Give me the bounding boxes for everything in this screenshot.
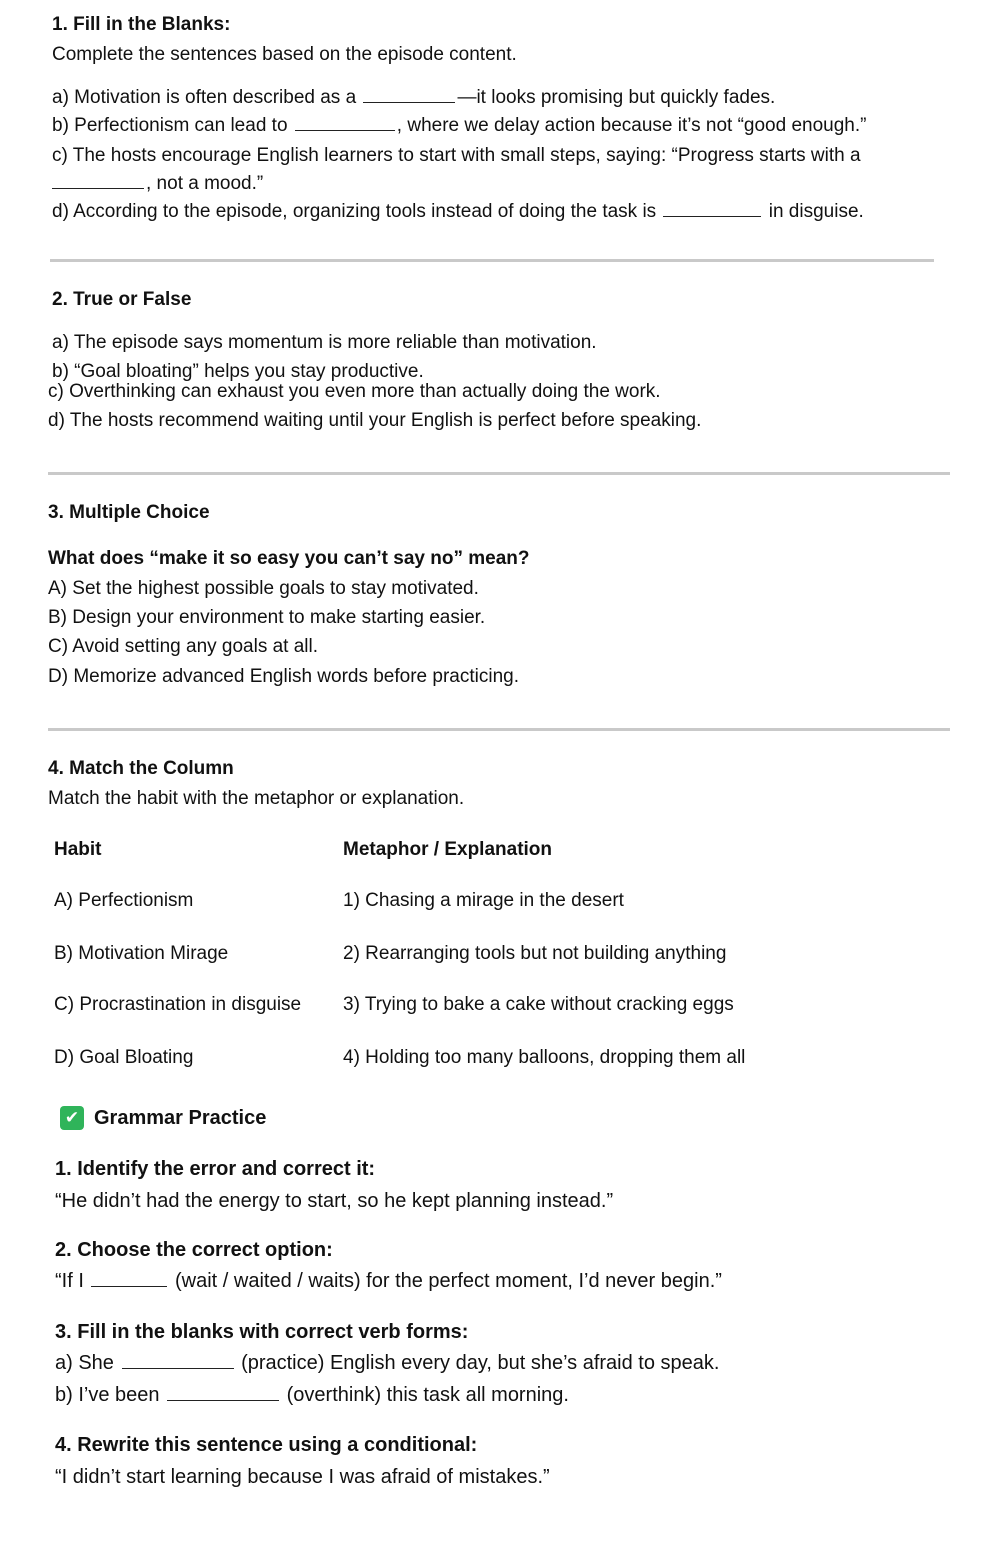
blank-input-d[interactable]: [663, 202, 761, 217]
true-false-heading: 2. True or False: [52, 289, 192, 310]
q2-suffix: (wait / waited / waits) for the perfect moment, I’d never begin.”: [175, 1270, 722, 1292]
match-metaphor-cell: 3) Trying to bake a cake without cracking eggs: [343, 994, 734, 1015]
match-metaphor-cell: 2) Rearranging tools but not building anything: [343, 943, 727, 964]
q3b-suffix: (overthink) this task all morning.: [286, 1384, 569, 1406]
true-false-item-b: b) “Goal bloating” helps you stay productive.: [52, 361, 424, 382]
fill-blanks-heading: 1. Fill in the Blanks:: [52, 14, 231, 35]
q3a-suffix: (practice) English every day, but she’s afraid to speak.: [241, 1352, 720, 1374]
blank-input-q3a[interactable]: [122, 1354, 234, 1369]
blank-input-c[interactable]: [52, 174, 144, 189]
fill-blanks-instruction: Complete the sentences based on the episode content.: [52, 44, 517, 65]
q3a-prefix: a) She: [55, 1352, 114, 1374]
match-metaphor-cell: 4) Holding too many balloons, dropping them all: [343, 1047, 746, 1068]
blank-input-a[interactable]: [363, 88, 455, 103]
fill-blank-item-b: [52, 114, 866, 138]
item-c-suffix: , not a mood.”: [146, 173, 264, 194]
blank-input-q2[interactable]: [91, 1272, 167, 1287]
grammar-q2-heading: 2. Choose the correct option:: [55, 1239, 333, 1261]
grammar-q3-item-b: [55, 1383, 569, 1407]
multiple-choice-question: What does “make it so easy you can’t say no” mean?: [48, 548, 530, 569]
fill-blank-item-c-line1: c) The hosts encourage English learners to start with small steps, saying: “Progress starts with a: [52, 145, 861, 166]
checkmark-icon: ✔: [60, 1106, 84, 1130]
q2-prefix: “If I: [55, 1270, 84, 1292]
item-b-suffix: , where we delay action because it’s not “good enough.”: [396, 115, 867, 136]
match-habit-cell: C) Procrastination in disguise: [54, 994, 302, 1015]
section-divider: [50, 259, 934, 262]
section-divider: [48, 728, 950, 731]
choice-option-b[interactable]: B) Design your environment to make starting easier.: [48, 607, 486, 628]
item-d-prefix: d) According to the episode, organizing tools instead of doing the task is: [52, 201, 657, 222]
true-false-item-a: a) The episode says momentum is more reliable than motivation.: [52, 332, 597, 353]
section-divider: [48, 472, 950, 475]
true-false-item-d: d) The hosts recommend waiting until your English is perfect before speaking.: [48, 410, 702, 431]
fill-blank-item-c-line2: [52, 172, 263, 196]
grammar-q2-sentence: [55, 1269, 722, 1293]
grammar-q3-item-a: [55, 1351, 719, 1375]
match-habit-cell: B) Motivation Mirage: [54, 943, 229, 964]
item-a-suffix: —it looks promising but quickly fades.: [457, 87, 776, 108]
fill-blank-item-d: [52, 200, 864, 224]
match-heading: 4. Match the Column: [48, 758, 234, 779]
grammar-q1-heading: 1. Identify the error and correct it:: [55, 1158, 376, 1180]
multiple-choice-heading: 3. Multiple Choice: [48, 502, 210, 523]
match-column-header-habit: Habit: [54, 839, 102, 860]
grammar-q4-sentence: “I didn’t start learning because I was afraid of mistakes.”: [55, 1466, 550, 1488]
true-false-item-c: c) Overthinking can exhaust you even more than actually doing the work.: [48, 381, 661, 402]
item-a-prefix: a) Motivation is often described as a: [52, 87, 357, 108]
blank-input-b[interactable]: [295, 116, 395, 131]
match-instruction: Match the habit with the metaphor or explanation.: [48, 788, 465, 809]
choice-option-d[interactable]: D) Memorize advanced English words before practicing.: [48, 666, 519, 687]
q3b-prefix: b) I’ve been: [55, 1384, 160, 1406]
match-habit-cell: D) Goal Bloating: [54, 1047, 194, 1068]
match-metaphor-cell: 1) Chasing a mirage in the desert: [343, 890, 624, 911]
match-habit-cell: A) Perfectionism: [54, 890, 194, 911]
grammar-q3-heading: 3. Fill in the blanks with correct verb forms:: [55, 1321, 469, 1343]
item-b-prefix: b) Perfectionism can lead to: [52, 115, 288, 136]
fill-blank-item-a: [52, 86, 775, 110]
blank-input-q3b[interactable]: [167, 1386, 279, 1401]
grammar-q4-heading: 4. Rewrite this sentence using a conditional:: [55, 1434, 478, 1456]
choice-option-c[interactable]: C) Avoid setting any goals at all.: [48, 636, 319, 657]
match-column-header-metaphor: Metaphor / Explanation: [343, 839, 553, 860]
grammar-q1-sentence: “He didn’t had the energy to start, so he kept planning instead.”: [55, 1190, 614, 1212]
choice-option-a[interactable]: A) Set the highest possible goals to stay motivated.: [48, 578, 479, 599]
item-d-suffix: in disguise.: [768, 201, 864, 222]
grammar-practice-title: Grammar Practice: [94, 1107, 267, 1129]
